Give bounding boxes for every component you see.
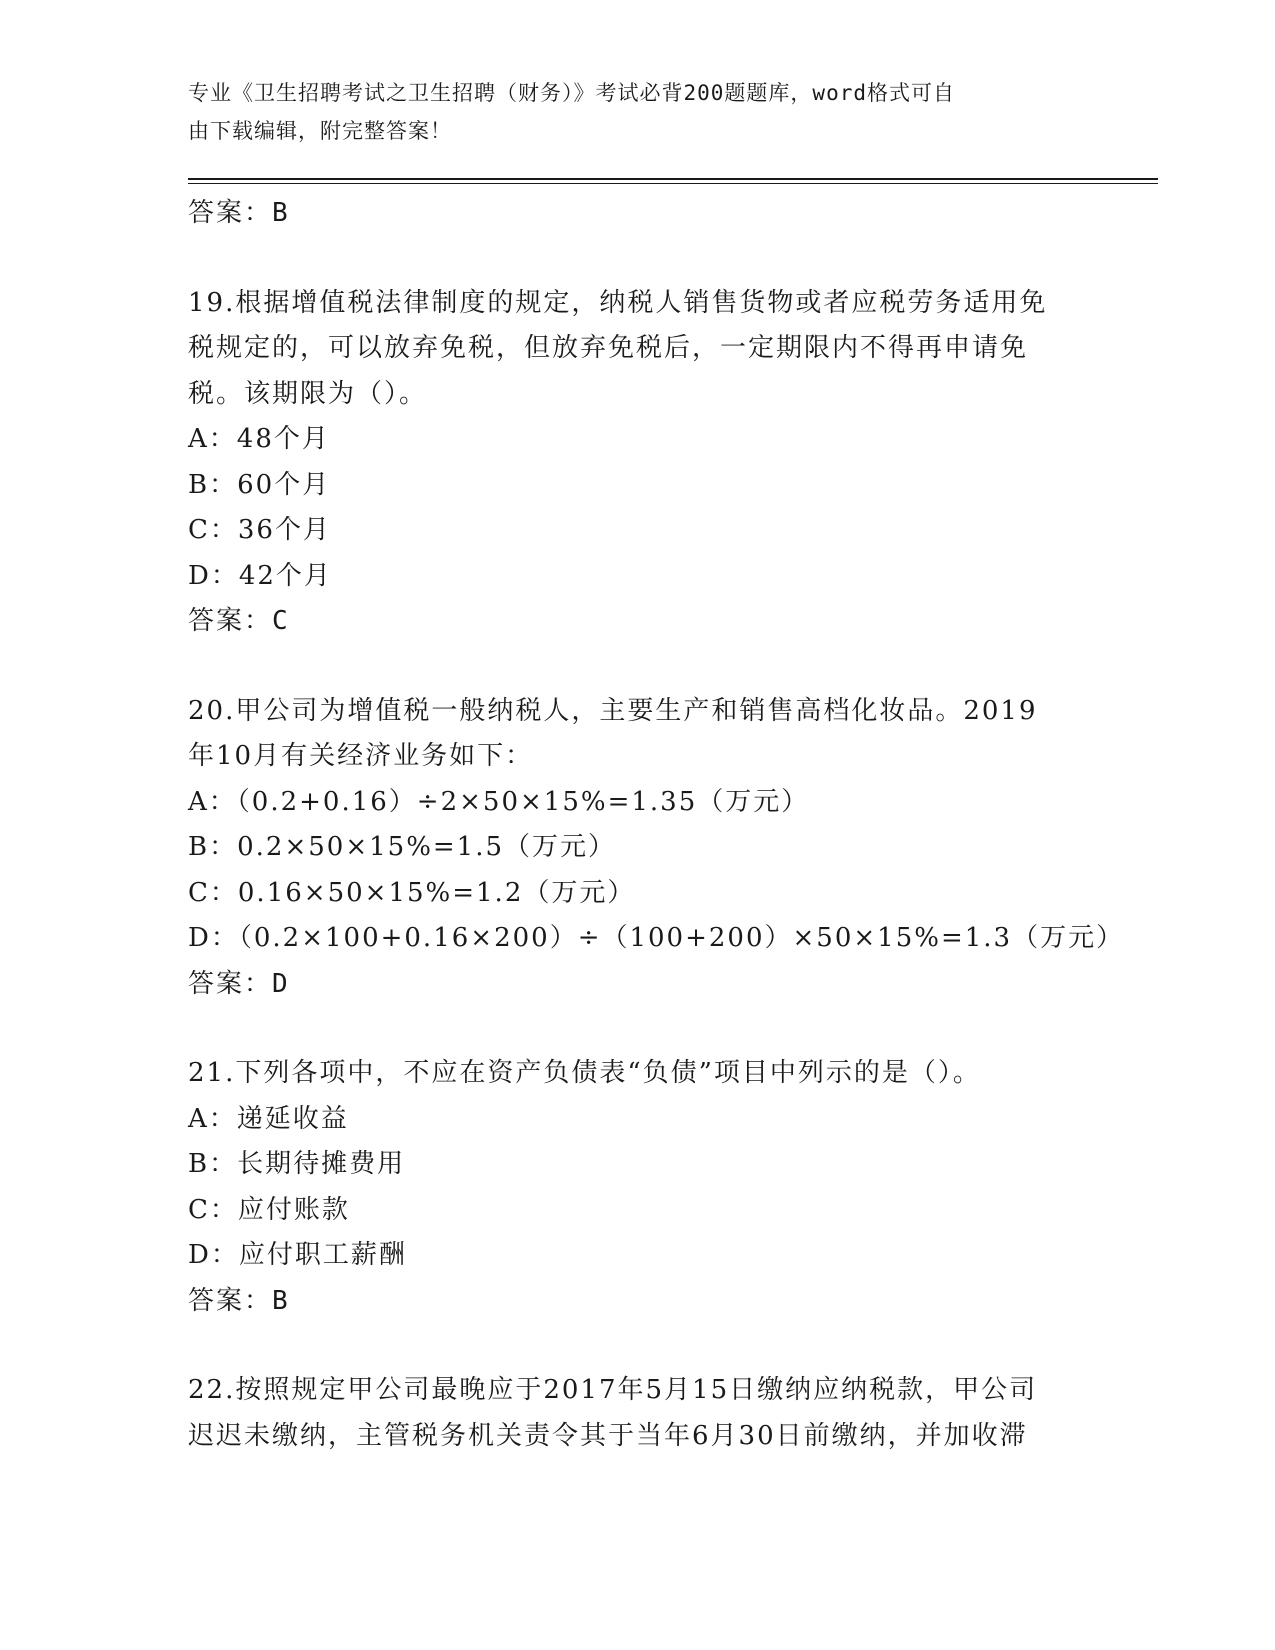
answer: 答案：B	[188, 1285, 290, 1316]
spacer	[188, 237, 1088, 281]
answer: 答案：C	[188, 606, 290, 636]
option-b: B：长期待摊费用	[188, 1149, 406, 1179]
option-c: C：0.16×50×15%=1.2（万元）	[188, 877, 636, 908]
question-stem-line: 22.按照规定甲公司最晚应于2017年5月15日缴纳应纳税款，甲公司	[188, 1375, 1038, 1405]
header-line-2: 由下载编辑，附完整答案！	[188, 119, 452, 143]
option-c: C：36个月	[188, 515, 331, 545]
document-header	[188, 74, 1088, 150]
option-b: B：0.2×50×15%=1.5（万元）	[188, 832, 617, 862]
option-a: A：递延收益	[188, 1103, 349, 1134]
question-stem-line: 迟迟未缴纳，主管税务机关责令其于当年6月30日前缴纳，并加收滞	[188, 1420, 1028, 1451]
question-20	[188, 689, 1125, 1008]
option-d: D：应付职工薪酬	[188, 1240, 407, 1270]
option-a: A：48个月	[188, 424, 330, 454]
spacer	[188, 1007, 1088, 1051]
header-divider-thin	[188, 183, 1158, 184]
question-stem-line: 21.下列各项中，不应在资产负债表“负债”项目中列示的是（）。	[188, 1058, 981, 1088]
spacer	[188, 645, 1088, 689]
question-stem-line: 税规定的，可以放弃免税，但放弃免税后，一定期限内不得再申请免	[188, 333, 1029, 363]
option-a: A：（0.2+0.16）÷2×50×15%=1.35（万元）	[188, 786, 810, 817]
header-divider	[188, 178, 1158, 180]
question-stem-line: 19.根据增值税法律制度的规定，纳税人销售货物或者应税劳务适用免	[188, 287, 1048, 318]
question-stem-line: 20.甲公司为增值税一般纳税人，主要生产和销售高档化妆品。2019	[188, 695, 1038, 726]
document-body	[188, 191, 1125, 1459]
question-19	[188, 281, 1088, 645]
header-line-1: 专业《卫生招聘考试之卫生招聘（财务）》考试必背200题题库，word格式可自	[188, 81, 955, 105]
question-stem-line: 税。该期限为（）。	[188, 378, 428, 409]
spacer	[188, 1324, 1088, 1368]
option-d: D：（0.2×100+0.16×200）÷（100+200）×50×15%=1.3（万元）	[188, 923, 1125, 953]
question-22	[188, 1368, 1088, 1459]
option-d: D：42个月	[188, 560, 332, 591]
question-stem-line: 年10月有关经济业务如下：	[188, 741, 534, 771]
answer: 答案：D	[188, 968, 290, 999]
option-b: B：60个月	[188, 469, 331, 500]
previous-answer: 答案：B	[188, 198, 290, 228]
option-c: C：应付账款	[188, 1194, 350, 1225]
question-21	[188, 1051, 1088, 1324]
